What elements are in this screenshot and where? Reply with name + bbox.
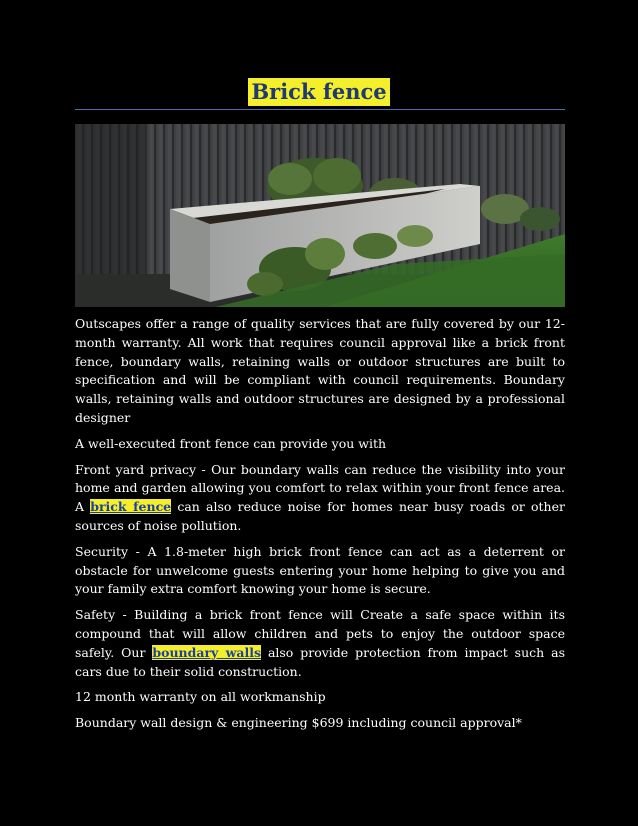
- safety-paragraph: [75, 606, 565, 681]
- lead-paragraph: A well-executed front fence can provide you with: [75, 435, 387, 451]
- safety-text-before: Safety - Building a brick front fence will Create a safe space within its compound that will allow children and pets to enjoy the outdoor space safely. Our: [75, 607, 565, 660]
- boundary-walls-link[interactable]: boundary walls: [152, 644, 262, 660]
- pricing-paragraph: Boundary wall design & engineering $699 including council approval*: [75, 715, 522, 731]
- warranty-paragraph: 12 month warranty on all workmanship: [75, 689, 326, 705]
- title-wrap: [0, 78, 638, 106]
- garden-planter-photo: [75, 124, 565, 307]
- body-text: [75, 315, 565, 740]
- page-title: Brick fence: [248, 78, 389, 106]
- privacy-paragraph: [75, 461, 565, 536]
- security-paragraph: Security - A 1.8-meter high brick front fence can act as a deterrent or obstacle for unwelcome guests entering your home helping to give you and your family extra comfort knowing your home is secure.: [75, 543, 565, 597]
- privacy-text-before: Front yard privacy - Our boundary walls can reduce the visibility into your home and garden allowing you comfort to relax within your front fence area. A: [75, 461, 565, 515]
- brick-fence-link[interactable]: brick fence: [90, 499, 172, 515]
- privacy-text-after: can also reduce noise for homes near busy roads or other sources of noise pollution.: [75, 499, 565, 533]
- title-underline: [75, 109, 565, 110]
- intro-paragraph: Outscapes offer a range of quality services that are fully covered by our 12-month warranty. All work that requires council approval like a brick front fence, boundary walls, retaining walls or outdoor structures are built to specification and will be compliant with council requirements. Boundary walls, retaining walls and outdoor structures are designed by a professional designer: [75, 316, 565, 425]
- safety-text-after: also provide protection from impact such as cars due to their solid construction.: [75, 644, 565, 679]
